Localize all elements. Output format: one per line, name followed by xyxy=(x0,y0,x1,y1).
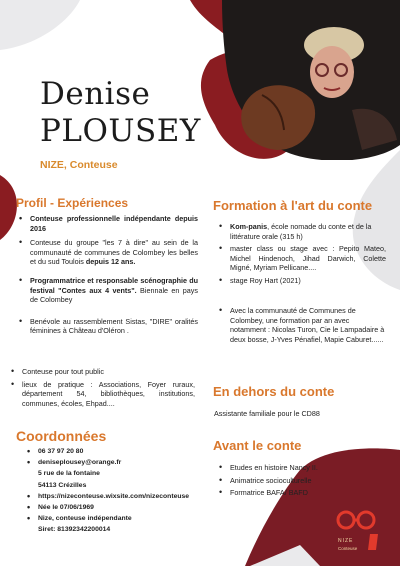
profil-item-text: Biennale en pays de Colombey xyxy=(30,285,198,305)
formation-item-text: stage Roy Hart (2021) xyxy=(230,275,301,285)
formation-item: • Avec la communauté de Communes de Colombey, une formation par an avec notamment : Nicolas Turon, Cie le Lampadaire à deux bosse, J-Yves Pénafiel, Mapie Caburet...... xyxy=(218,306,386,344)
formation-item-text: master class ou stage avec : Pepito Mateo, Michel Hindenoch, Jihad Darwich, Colette Migné, Myriam Pellicane.... xyxy=(230,244,386,273)
contact-website[interactable]: • https://nizeconteuse.wixsite.com/nizeconteuse xyxy=(26,492,226,501)
formation-list-2 xyxy=(218,306,386,347)
formation-item-text: , école nomade du conte et de la littérature orale (315 h) xyxy=(230,222,372,241)
profil-item xyxy=(18,238,198,267)
dehors-text: Assistante familiale pour le CD88 xyxy=(214,409,320,418)
contact-status: • Nize, conteuse indépendante xyxy=(26,514,226,523)
profil-item xyxy=(18,317,198,336)
formation-item-bold: Kom-panis xyxy=(230,222,268,231)
profil-extra-item: • Conteuse pour tout public xyxy=(10,367,195,377)
formation-list xyxy=(218,222,386,289)
profil-heading: Profil - Expériences xyxy=(16,196,129,210)
avant-list xyxy=(218,463,388,501)
nize-logo xyxy=(330,508,388,560)
profil-item-text: Conteuse professionnelle indépendante depuis 2016 xyxy=(30,214,198,233)
profil-item-text: Benévole au rassemblement Sistas, "DIRE" oralités féminines à Château d'Oléron . xyxy=(30,316,198,336)
last-name: PLOUSEY xyxy=(40,113,201,149)
contact-city: 54113 Crézilles xyxy=(38,481,87,489)
profil-extra-list xyxy=(10,367,195,411)
profil-extra-item: • lieux de pratique : Associations, Foyer ruraux, département 54, bibliothèques, institutions, communes, écoles, Ehpad.... xyxy=(10,380,195,409)
contact-phone[interactable]: • 06 37 97 20 80 xyxy=(26,447,226,456)
avant-item: • Etudes en histoire Nancy II. xyxy=(218,463,388,473)
coordonnees-heading: Coordonnées xyxy=(16,428,107,444)
logo-subtext: Conteuse xyxy=(338,546,358,551)
formation-heading: Formation à l'art du conte xyxy=(213,198,373,213)
subtitle: NIZE, Conteuse xyxy=(40,159,118,171)
portrait-photo xyxy=(222,0,400,160)
contact-email[interactable]: • deniseplousey@orange.fr xyxy=(26,458,226,467)
contact-siret: Siret: 81392342200014 xyxy=(38,526,111,534)
contact-list xyxy=(26,447,226,537)
first-name: Denise xyxy=(40,76,151,112)
profil-item xyxy=(18,276,198,305)
profil-item-bold: depuis 12 ans. xyxy=(85,257,136,267)
contact-birthdate: • Née le 07/06/1969 xyxy=(26,503,226,512)
dehors-heading: En dehors du conte xyxy=(213,384,335,399)
avant-item: • Animatrice socioculturelle xyxy=(218,476,388,486)
contact-street: 5 rue de la fontaine xyxy=(38,470,100,478)
formation-item xyxy=(218,244,386,273)
profil-item-bold: Programmatrice et responsable scénographie du festival "Contes aux 4 vents". xyxy=(30,275,198,295)
formation-item xyxy=(218,222,386,241)
formation-item xyxy=(218,276,386,286)
logo-text: NIZE xyxy=(338,538,354,544)
profil-item xyxy=(18,214,198,233)
profil-item-text: Conteuse du groupe "les 7 à dire" au sein de la communauté de communes de Colombey les belles et du sud Toulois xyxy=(30,238,198,267)
avant-item: • Formatrice BAFA/ BAFD xyxy=(218,488,388,498)
profil-list xyxy=(18,214,198,339)
avant-heading: Avant le conte xyxy=(213,438,302,453)
